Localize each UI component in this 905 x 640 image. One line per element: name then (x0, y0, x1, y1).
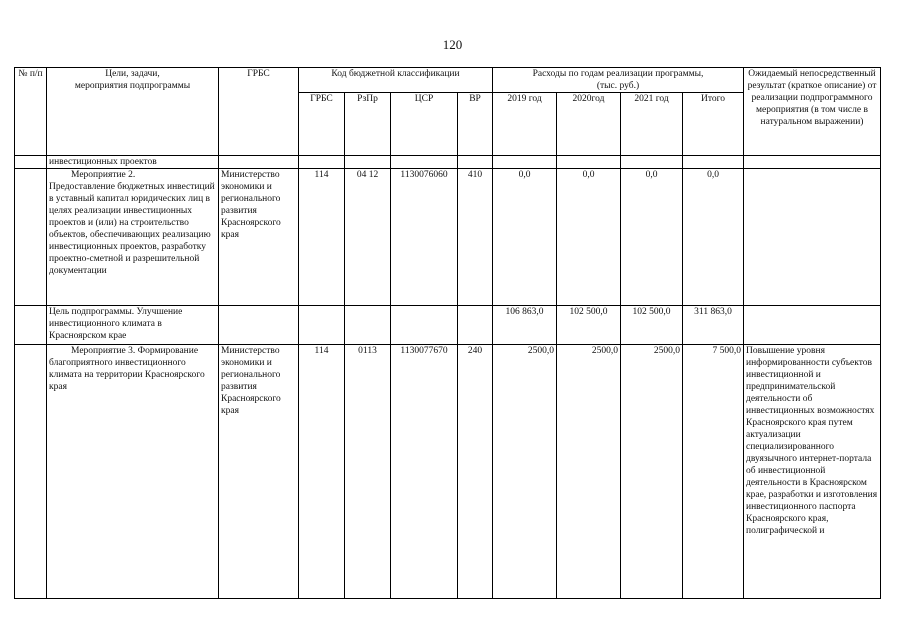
cell-2021: 102 500,0 (621, 306, 683, 345)
cell-2019: 0,0 (493, 169, 557, 306)
cell-2021: 0,0 (621, 169, 683, 306)
cell-total: 7 500,0 (683, 345, 744, 599)
cell-2019: 2500,0 (493, 345, 557, 599)
cell-csr: 1130076060 (391, 169, 458, 306)
cell-grbs-code: 114 (299, 345, 345, 599)
cell-2019: 106 863,0 (493, 306, 557, 345)
cell-total: 311 863,0 (683, 306, 744, 345)
cell-grbs-code: 114 (299, 169, 345, 306)
cell-num (15, 156, 47, 169)
header-budget-code: Код бюджетной классификации (299, 68, 493, 93)
cell-csr (391, 306, 458, 345)
subheader-grbs: ГРБС (299, 93, 345, 156)
cell-csr (391, 156, 458, 169)
page-number: 120 (442, 37, 463, 52)
cell-goal: инвестиционных проектов (47, 156, 219, 169)
cell-2021 (621, 156, 683, 169)
cell-vr: 410 (458, 169, 493, 306)
cell-2020: 2500,0 (557, 345, 621, 599)
table-row (15, 169, 881, 306)
cell-goal: Мероприятие 3. Формирование благоприятного инвестиционного климата на территории Красноярского края (47, 345, 219, 599)
cell-goal: Цель подпрограммы. Улучшение инвестиционного климата в Красноярском крае (47, 306, 219, 345)
subheader-rzpr: РзПр (345, 93, 391, 156)
cell-total (683, 156, 744, 169)
cell-grbs (219, 306, 299, 345)
budget-table (14, 67, 881, 599)
cell-2020: 0,0 (557, 169, 621, 306)
cell-2019 (493, 156, 557, 169)
cell-rzpr (345, 156, 391, 169)
header-result: Ожидаемый непосредственный результат (краткое описание) от реализации подпрограммного мероприятия (в том числе в натуральном выражении) (744, 68, 881, 156)
header-grbs: ГРБС (219, 68, 299, 156)
cell-result (744, 156, 881, 169)
header-row (15, 68, 881, 93)
subheader-vr: ВР (458, 93, 493, 156)
cell-csr: 1130077670 (391, 345, 458, 599)
cell-rzpr: 0113 (345, 345, 391, 599)
cell-goal: Мероприятие 2. Предоставление бюджетных инвестиций в уставный капитал юридических лиц в целях реализации инвестиционных проектов и (или) на строительство объектов, обеспечивающих реализацию инвестиционных проектов, разработку проектно-сметной и разрешительной документации (47, 169, 219, 306)
cell-result (744, 306, 881, 345)
subheader-2019: 2019 год (493, 93, 557, 156)
header-goals: Цели, задачи, мероприятия подпрограммы (47, 68, 219, 156)
cell-grbs (219, 156, 299, 169)
header-num: № п/п (15, 68, 47, 156)
cell-rzpr: 04 12 (345, 169, 391, 306)
subheader-2021: 2021 год (621, 93, 683, 156)
cell-vr (458, 156, 493, 169)
cell-rzpr (345, 306, 391, 345)
cell-vr: 240 (458, 345, 493, 599)
cell-result (744, 169, 881, 306)
cell-num (15, 169, 47, 306)
cell-num (15, 306, 47, 345)
cell-grbs: Министерство экономики и регионального развития Красноярского края (219, 169, 299, 306)
cell-grbs-code (299, 306, 345, 345)
cell-grbs-code (299, 156, 345, 169)
table-row (15, 306, 881, 345)
header-expenses: Расходы по годам реализации программы, (тыс. руб.) (493, 68, 744, 93)
cell-vr (458, 306, 493, 345)
cell-result: Повышение уровня информированности субъектов инвестиционной и предпринимательской деятельности об инвестиционных возможностях Красноярского края путем актуализации специализированного двуязычного интернет-портала об инвестиционной деятельности в Красноярском крае, разработки и изготовления инвестиционного паспорта Красноярского края, полиграфической и (744, 345, 881, 599)
subheader-csr: ЦСР (391, 93, 458, 156)
cell-2021: 2500,0 (621, 345, 683, 599)
cell-total: 0,0 (683, 169, 744, 306)
subheader-total: Итого (683, 93, 744, 156)
cell-2020: 102 500,0 (557, 306, 621, 345)
cell-num (15, 345, 47, 599)
table-row (15, 156, 881, 169)
subheader-2020: 2020год (557, 93, 621, 156)
cell-2020 (557, 156, 621, 169)
table-row (15, 345, 881, 599)
cell-grbs: Министерство экономики и регионального развития Красноярского края (219, 345, 299, 599)
